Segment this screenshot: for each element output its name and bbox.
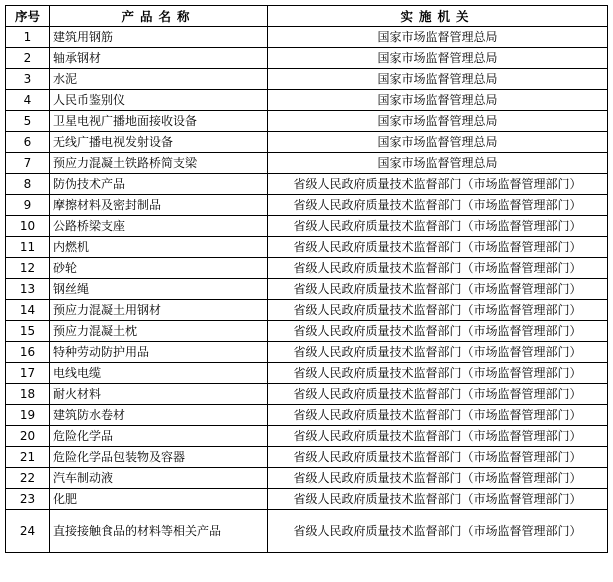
row-number: 16: [6, 342, 50, 363]
agency-name: 国家市场监督管理总局: [268, 132, 608, 153]
agency-name: 国家市场监督管理总局: [268, 111, 608, 132]
row-number: 9: [6, 195, 50, 216]
table-row: [6, 426, 608, 447]
table-row: [6, 405, 608, 426]
row-number: 1: [6, 27, 50, 48]
table-row: [6, 111, 608, 132]
row-number: 23: [6, 489, 50, 510]
table-row: [6, 447, 608, 468]
table-row: [6, 384, 608, 405]
product-name: 钢丝绳: [50, 279, 268, 300]
product-name: 建筑用钢筋: [50, 27, 268, 48]
agency-name: 省级人民政府质量技术监督部门（市场监督管理部门）: [268, 321, 608, 342]
row-number: 6: [6, 132, 50, 153]
header-serial-number: 序号: [6, 6, 50, 27]
row-number: 3: [6, 69, 50, 90]
product-name: 无线广播电视发射设备: [50, 132, 268, 153]
product-name: 特种劳动防护用品: [50, 342, 268, 363]
product-name: 卫星电视广播地面接收设备: [50, 111, 268, 132]
header-implementing-agency: 实施机关: [268, 6, 608, 27]
agency-name: 省级人民政府质量技术监督部门（市场监督管理部门）: [268, 195, 608, 216]
table-row: [6, 489, 608, 510]
table-row: [6, 321, 608, 342]
agency-name: 省级人民政府质量技术监督部门（市场监督管理部门）: [268, 342, 608, 363]
header-product-name: 产品名称: [50, 6, 268, 27]
row-number: 18: [6, 384, 50, 405]
table-row: [6, 237, 608, 258]
row-number: 2: [6, 48, 50, 69]
row-number: 20: [6, 426, 50, 447]
product-license-table: [5, 5, 608, 553]
table-body: [6, 27, 608, 553]
row-number: 12: [6, 258, 50, 279]
product-name: 人民币鉴别仪: [50, 90, 268, 111]
agency-name: 省级人民政府质量技术监督部门（市场监督管理部门）: [268, 216, 608, 237]
table-row: [6, 174, 608, 195]
agency-name: 省级人民政府质量技术监督部门（市场监督管理部门）: [268, 489, 608, 510]
product-name: 摩擦材料及密封制品: [50, 195, 268, 216]
row-number: 22: [6, 468, 50, 489]
table-row: [6, 90, 608, 111]
row-number: 11: [6, 237, 50, 258]
table-row: [6, 132, 608, 153]
agency-name: 省级人民政府质量技术监督部门（市场监督管理部门）: [268, 237, 608, 258]
product-name: 危险化学品: [50, 426, 268, 447]
product-name: 防伪技术产品: [50, 174, 268, 195]
product-name: 汽车制动液: [50, 468, 268, 489]
agency-name: 省级人民政府质量技术监督部门（市场监督管理部门）: [268, 405, 608, 426]
row-number: 24: [6, 510, 50, 553]
product-name: 直接接触食品的材料等相关产品: [50, 510, 268, 553]
table-row: [6, 48, 608, 69]
row-number: 15: [6, 321, 50, 342]
agency-name: 省级人民政府质量技术监督部门（市场监督管理部门）: [268, 384, 608, 405]
row-number: 10: [6, 216, 50, 237]
agency-name: 省级人民政府质量技术监督部门（市场监督管理部门）: [268, 426, 608, 447]
product-name: 预应力混凝土铁路桥简支梁: [50, 153, 268, 174]
table-row: [6, 195, 608, 216]
product-name: 建筑防水卷材: [50, 405, 268, 426]
table-row: [6, 510, 608, 553]
table-row: [6, 153, 608, 174]
table-row: [6, 69, 608, 90]
table-row: [6, 27, 608, 48]
agency-name: 省级人民政府质量技术监督部门（市场监督管理部门）: [268, 174, 608, 195]
product-name: 轴承钢材: [50, 48, 268, 69]
table-row: [6, 216, 608, 237]
row-number: 17: [6, 363, 50, 384]
table-row: [6, 300, 608, 321]
product-name: 水泥: [50, 69, 268, 90]
product-name: 电线电缆: [50, 363, 268, 384]
product-name: 公路桥梁支座: [50, 216, 268, 237]
product-name: 内燃机: [50, 237, 268, 258]
agency-name: 国家市场监督管理总局: [268, 153, 608, 174]
product-name: 预应力混凝土用钢材: [50, 300, 268, 321]
table-row: [6, 258, 608, 279]
agency-name: 省级人民政府质量技术监督部门（市场监督管理部门）: [268, 300, 608, 321]
table-row: [6, 342, 608, 363]
table-row: [6, 279, 608, 300]
agency-name: 国家市场监督管理总局: [268, 48, 608, 69]
agency-name: 省级人民政府质量技术监督部门（市场监督管理部门）: [268, 363, 608, 384]
row-number: 4: [6, 90, 50, 111]
row-number: 5: [6, 111, 50, 132]
row-number: 21: [6, 447, 50, 468]
row-number: 7: [6, 153, 50, 174]
agency-name: 国家市场监督管理总局: [268, 69, 608, 90]
agency-name: 省级人民政府质量技术监督部门（市场监督管理部门）: [268, 468, 608, 489]
product-name: 预应力混凝土枕: [50, 321, 268, 342]
row-number: 14: [6, 300, 50, 321]
row-number: 13: [6, 279, 50, 300]
agency-name: 省级人民政府质量技术监督部门（市场监督管理部门）: [268, 510, 608, 553]
product-name: 砂轮: [50, 258, 268, 279]
agency-name: 省级人民政府质量技术监督部门（市场监督管理部门）: [268, 447, 608, 468]
agency-name: 国家市场监督管理总局: [268, 27, 608, 48]
table-header-row: [6, 6, 608, 27]
agency-name: 省级人民政府质量技术监督部门（市场监督管理部门）: [268, 258, 608, 279]
agency-name: 国家市场监督管理总局: [268, 90, 608, 111]
agency-name: 省级人民政府质量技术监督部门（市场监督管理部门）: [268, 279, 608, 300]
row-number: 19: [6, 405, 50, 426]
product-name: 危险化学品包装物及容器: [50, 447, 268, 468]
table-row: [6, 363, 608, 384]
row-number: 8: [6, 174, 50, 195]
product-name: 化肥: [50, 489, 268, 510]
table-row: [6, 468, 608, 489]
product-name: 耐火材料: [50, 384, 268, 405]
